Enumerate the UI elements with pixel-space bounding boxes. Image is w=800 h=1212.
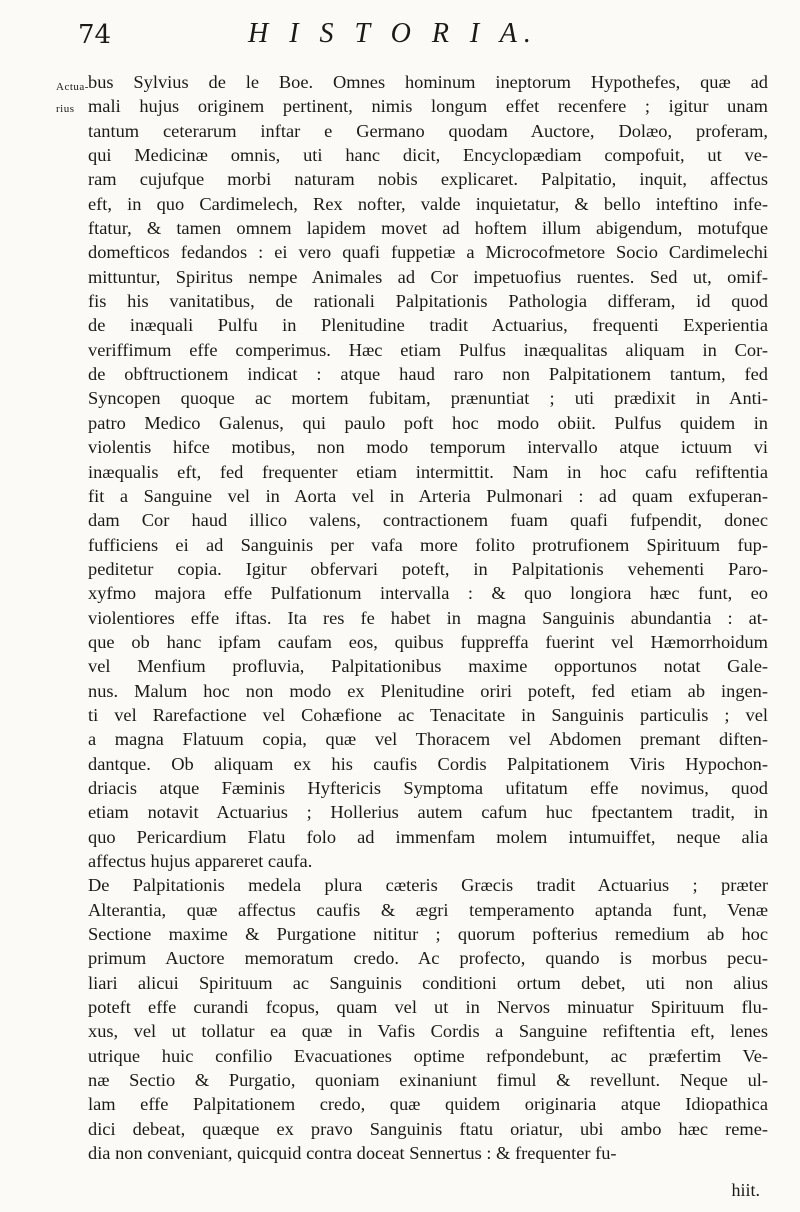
text-line: vel Menfium profluvia, Palpitationibus maxime opportunos notat Gale-: [88, 656, 768, 677]
text-line: veriffimum effe comperimus. Hæc etiam Pulfus inæqualitas aliquam in Cor-: [88, 339, 768, 360]
text-line: quo Pericardium Flatu folo ad immenfam molem intumuiffet, neque alia: [88, 826, 768, 847]
text-line: utrique huic confilio Evacuationes optime refpondebunt, ac præfertim Ve-: [88, 1045, 768, 1066]
text-line: xyfmo majora effe Pulfationum intervalla : & quo longiora hæc funt, eo: [88, 583, 768, 604]
page-header: [0, 14, 800, 54]
text-line: nus. Malum hoc non modo ex Plenitudine oriri poteft, fed etiam ab ingen-: [88, 680, 768, 701]
text-line: Syncopen quoque ac mortem fubitam, prænuntiat ; uti prædixit in Anti-: [88, 388, 768, 409]
text-line: fis his vanitatibus, de rationali Palpitationis Pathologia differam, id quod: [88, 291, 768, 312]
text-line: tantum ceterarum inftar e Germano quodam Auctore, Dolæo, proferam,: [88, 120, 768, 141]
text-line: ftatur, & tamen omnem lapidem movet ad hoftem illum abigendum, motufque: [88, 218, 768, 239]
body-text: [88, 70, 768, 1165]
text-line: fufficiens ei ad Sanguinis per vafa more folito protrufionem Spirituum fup-: [88, 534, 768, 555]
catchword: hiit.: [731, 1180, 760, 1200]
text-line: a magna Flatuum copia, quæ vel Thoracem vel Abdomen premant diften-: [88, 729, 768, 750]
text-line: ram cujufque morbi naturam nobis explicaret. Palpitatio, inquit, affectus: [88, 169, 768, 190]
text-line: næ Sectio & Purgatio, quoniam exinaniunt fimul & revellunt. Neque ul-: [88, 1070, 768, 1091]
text-line: bus Sylvius de le Boe. Omnes hominum ineptorum Hypothefes, quæ ad: [88, 72, 768, 92]
text-line: ti vel Rarefactione vel Cohæfione ac Tenacitate in Sanguinis particulis ; vel: [88, 704, 768, 725]
text-line: de obftructionem indicat : atque haud raro non Palpitationem tantum, fed: [88, 364, 768, 385]
text-line: violentiores effe iftas. Ita res fe habet in magna Sanguinis abundantia : at-: [88, 607, 768, 628]
text-line: inæqualis eft, fed frequenter etiam intermittit. Nam in hoc cafu refiftentia: [88, 461, 768, 482]
text-line: lam effe Palpitationem credo, quæ quidem originaria atque Idiopathica: [88, 1094, 768, 1115]
text-line: que ob hanc ipfam caufam eos, quibus fuppreffa fuerint vel Hæmorrhoidum: [88, 631, 768, 652]
text-line: liari alicui Spirituum ac Sanguinis conditioni ortum debet, uti non alius: [88, 972, 768, 993]
text-line: de inæquali Pulfu in Plenitudine tradit Actuarius, frequenti Experientia: [88, 315, 768, 336]
text-line: Alterantia, quæ affectus caufis & ægri temperamento aptanda funt, Venæ: [88, 899, 768, 920]
text-line: peditetur copia. Igitur obfervari poteft, in Palpitationis vehementi Paro-: [88, 558, 768, 579]
text-line: driacis atque Fæminis Hyftericis Symptoma ufitatum effe novimus, quod: [88, 777, 768, 798]
text-line: dam Cor haud illico valens, contractionem fuam quafi fufpendit, donec: [88, 510, 768, 531]
text-line: dantque. Ob aliquam ex his caufis Cordis Palpitationem Viris Hypochon-: [88, 753, 768, 774]
text-line: De Palpitationis medela plura cæteris Græcis tradit Actuarius ; præter: [88, 875, 768, 896]
text-line: affectus hujus appareret caufa.: [88, 851, 313, 871]
text-line: etiam notavit Actuarius ; Hollerius autem cafum huc fpectantem tradit, in: [88, 802, 768, 823]
text-line: dia non conveniant, quicquid contra doceat Sennertus : & frequenter fu-: [88, 1143, 617, 1164]
margin-note: Actua-rius: [56, 81, 89, 115]
text-line: qui Medicinæ omnis, uti hanc dicit, Encyclopædiam compofuit, ut ve-: [88, 145, 768, 166]
text-line: fit a Sanguine vel in Aorta vel in Arteria Pulmonari : ad quam exfuperan-: [88, 485, 768, 506]
page-number: 74: [78, 20, 112, 50]
text-line: xus, vel ut tollatur ea quæ in Vafis Cordis a Sanguine refiftentia eft, lenes: [88, 1021, 768, 1042]
text-line: eft, in quo Cardimelech, Rex nofter, valde inquietatur, & bello inteftino infe-: [88, 193, 768, 214]
running-title: H I S T O R I A.: [248, 18, 538, 49]
text-line: mittuntur, Spiritus nempe Animales ad Cor impetuofius ruentes. Sed ut, omif-: [88, 266, 768, 287]
text-line: domefticos fedandos : ei vero quafi fuppetiæ a Microcofmetore Socio Cardimelechi: [88, 242, 768, 263]
text-line: dici debeat, quæque ex pravo Sanguinis ftatu oriatur, ubi ambo hæc reme-: [88, 1118, 768, 1139]
text-line: patro Medico Galenus, qui paulo poft hoc modo obiit. Pulfus quidem in: [88, 412, 768, 433]
text-line: mali hujus originem pertinent, nimis longum effet recenfere ; igitur unam: [88, 96, 768, 117]
text-line: primum Auctore memoratum credo. Ac profecto, quando is morbus pecu-: [88, 948, 768, 969]
text-line: poteft effe curandi fcopus, quam vel ut in Nervos minuatur Spirituum flu-: [88, 997, 768, 1018]
text-line: Sectione maxime & Purgatione nititur ; quorum pofterius remedium ab hoc: [88, 924, 768, 945]
text-line: violentis hifce motibus, non modo temporum intervallo atque ictuum vi: [88, 437, 768, 458]
